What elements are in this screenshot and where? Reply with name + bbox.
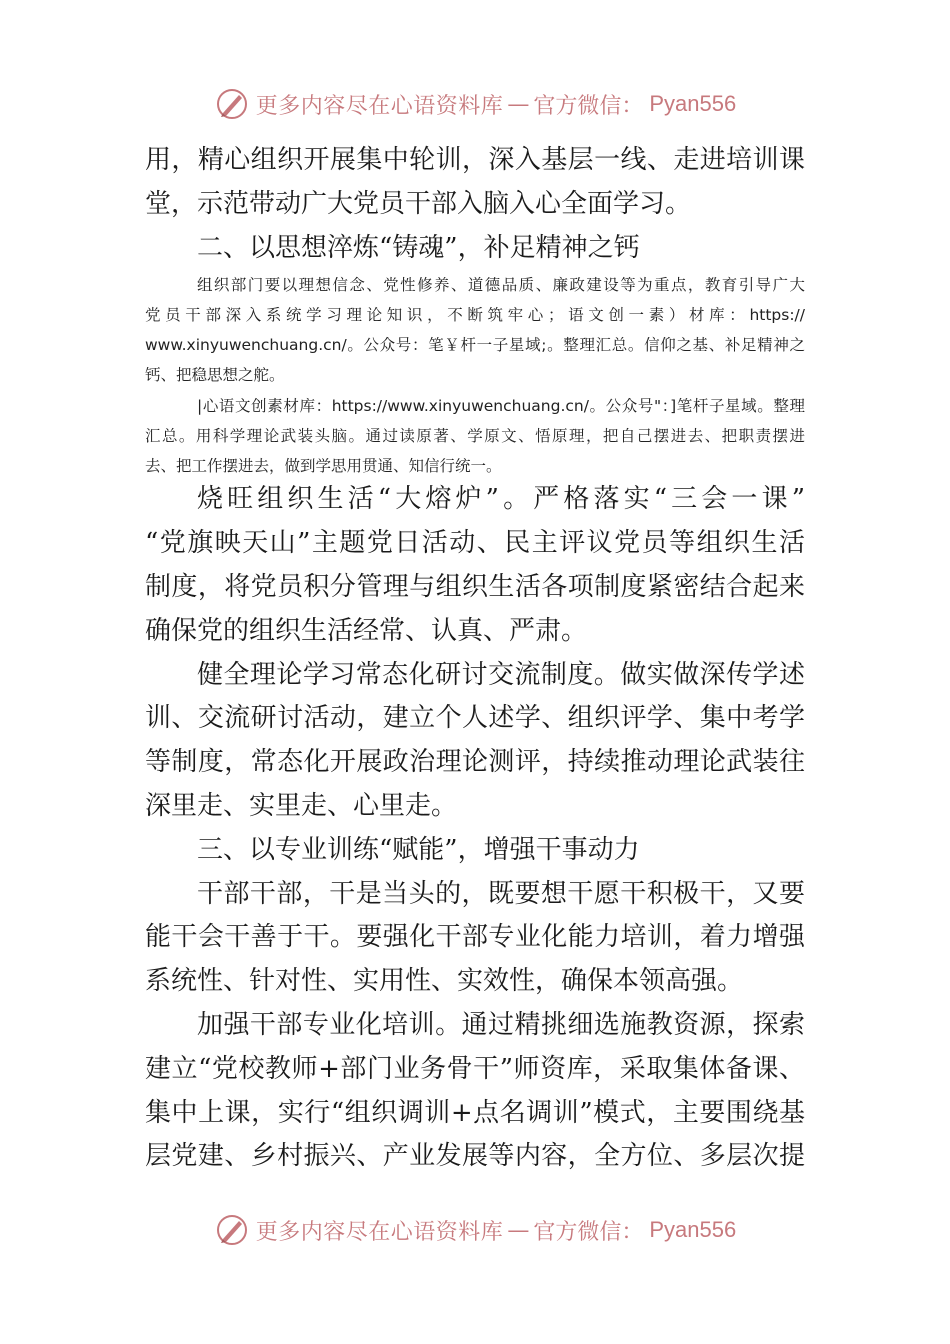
footer-banner	[0, 1210, 950, 1250]
pen-logo-icon	[214, 86, 250, 122]
banner-site-text: 更多内容尽在心语资料库	[255, 1219, 504, 1245]
small-text-line: 组织部门要以理想信念、党性修养、道德品质、廉政建设等为重点，教育引导广大	[197, 276, 805, 294]
text-line: 烧旺组织生活“大熔炉”。严格落实“三会一课”	[197, 484, 805, 514]
text-line: 健全理论学习常态化研讨交流制度。做实做深传学述	[197, 660, 805, 690]
small-text-line: 钙、把稳思想之舵。	[145, 366, 285, 384]
banner-separator: —	[507, 91, 530, 117]
text-line: 干部干部，干是当头的，既要想干愿干积极干，又要	[197, 879, 805, 909]
text-line: 训、交流研讨活动，建立个人述学、组织评学、集中考学	[145, 703, 805, 733]
small-text-line: 汇总。用科学理论武装头脑。通过读原著、学原文、悟原理，把自己摆进去、把职责摆进	[145, 427, 805, 445]
text-line: 层党建、乡村振兴、产业发展等内容，全方位、多层次提	[145, 1141, 805, 1171]
text-line: “党旗映天山”主题党日活动、民主评议党员等组织生活	[145, 528, 805, 558]
banner-separator: —	[507, 1217, 530, 1243]
text-line: 能干会干善于干。要强化干部专业化能力培训，着力增强	[145, 922, 805, 952]
text-line: 等制度，常态化开展政治理论测评，持续推动理论武装往	[145, 747, 805, 777]
text-line: 系统性、针对性、实用性、实效性，确保本领高强。	[145, 966, 744, 996]
text-line: 集中上课，实行“组织调训+点名调训”模式，主要围绕基	[145, 1098, 805, 1128]
text-line: 深里走、实里走、心里走。	[145, 791, 458, 821]
small-text-line: www.xinyuwenchuang.cn/。公众号：笔￥杆一子星域;。整理汇总。信仰之基、补足精神之	[145, 336, 805, 354]
section-heading: 三、以专业训练“赋能”，增强干事动力	[197, 835, 640, 865]
banner-wechat-id: Pyan556	[649, 1217, 737, 1242]
text-line: 加强干部专业化培训。通过精挑细选施教资源，探索	[197, 1010, 805, 1040]
text-line: 建立“党校教师+部门业务骨干”师资库，采取集体备课、	[145, 1054, 805, 1084]
pen-logo-icon	[214, 1212, 250, 1248]
header-banner	[0, 84, 950, 124]
text-line: 用，精心组织开展集中轮训，深入基层一线、走进培训课	[145, 145, 805, 175]
small-text-line: 党员干部深入系统学习理论知识，不断筑牢心；语文创一素）材库：https://	[145, 306, 805, 324]
text-line: 堂，示范带动广大党员干部入脑入心全面学习。	[145, 189, 692, 219]
small-text-line: 去、把工作摆进去，做到学思用贯通、知信行统一。	[145, 457, 502, 475]
small-text-line: |心语文创素材库：https://www.xinyuwenchuang.cn/。公众号"：]笔杆子星域。整理	[197, 397, 805, 415]
banner-site-text: 更多内容尽在心语资料库	[255, 93, 504, 119]
banner-wechat-label: 官方微信：	[533, 93, 644, 119]
banner-wechat-label: 官方微信：	[533, 1219, 644, 1245]
text-line: 确保党的组织生活经常、认真、严肃。	[145, 616, 588, 646]
text-line: 制度，将党员积分管理与组织生活各项制度紧密结合起来	[145, 572, 805, 602]
section-heading: 二、以思想淬炼“铸魂”，补足精神之钙	[197, 233, 640, 263]
banner-wechat-id: Pyan556	[649, 91, 737, 116]
